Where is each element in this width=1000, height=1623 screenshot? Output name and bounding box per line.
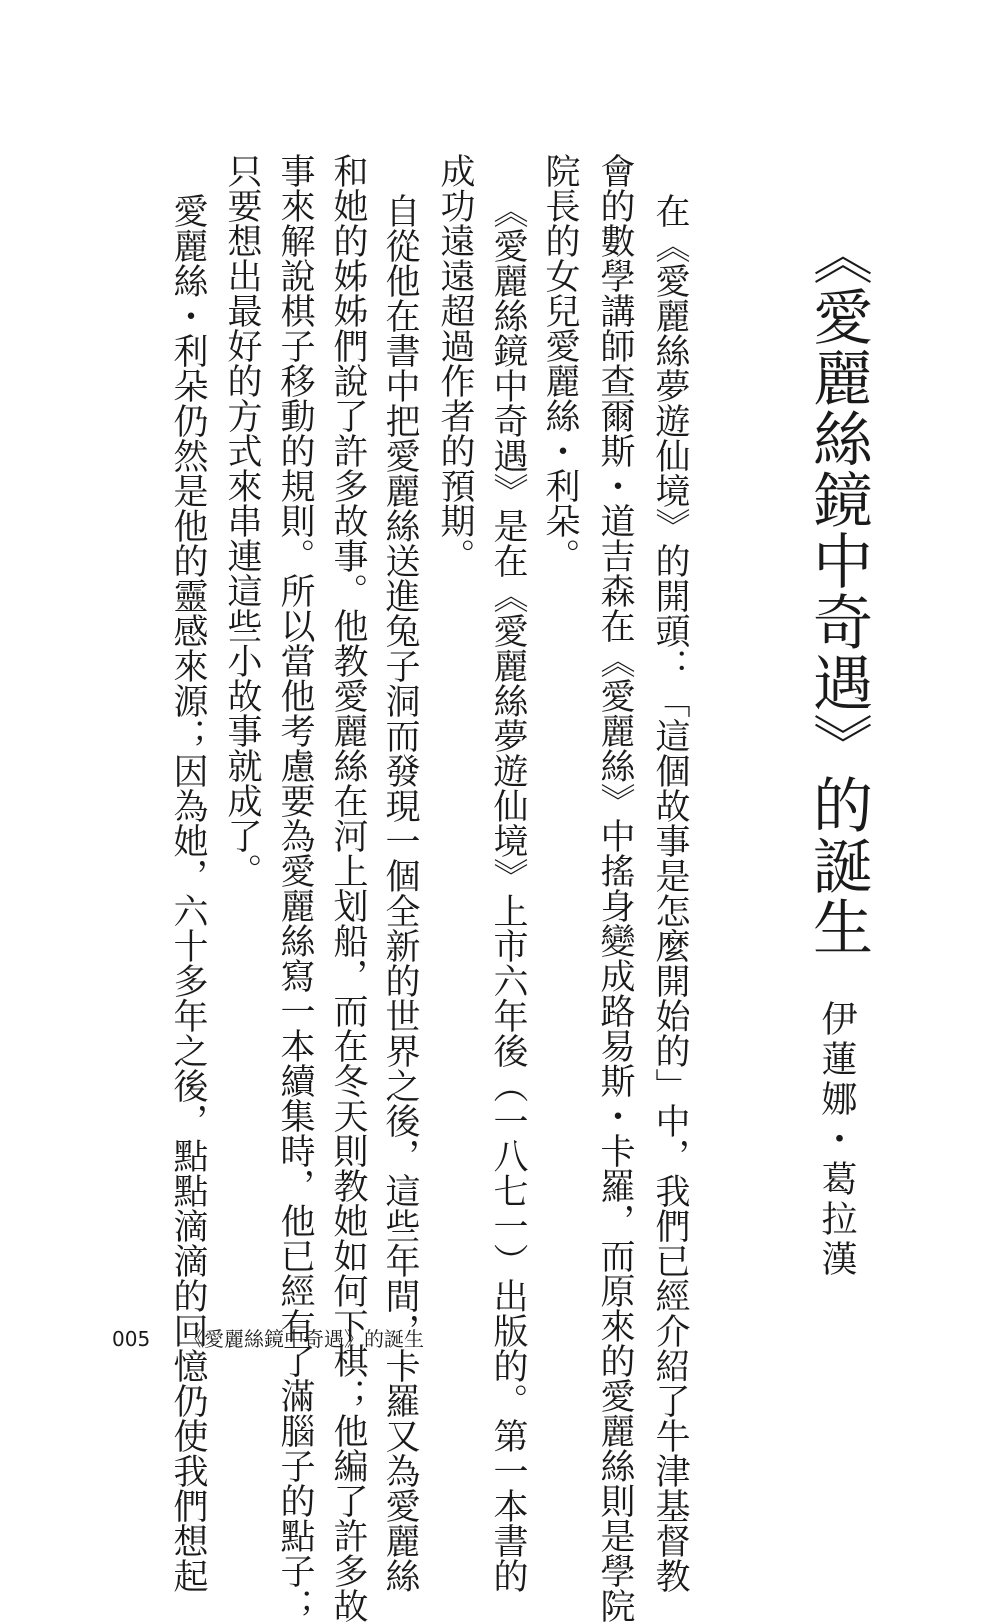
- text-column-8: 事來解說棋子移動的規則。所以當他考慮要為愛麗絲寫一本續集時，他已經有了滿腦子的點子；: [275, 153, 315, 1623]
- text-column-6: 自從他在書中把愛麗絲送進兔子洞而發現一個全新的世界之後，這些年間，卡羅又為愛麗絲: [380, 193, 420, 1593]
- text-column-1: 在《愛麗絲夢遊仙境》的開頭：「這個故事是怎麼開始的」中，我們已經介紹了牛津基督教: [650, 193, 690, 1593]
- text-column-4: 《愛麗絲鏡中奇遇》是在《愛麗絲夢遊仙境》上市六年後（一八七一）出版的。第一本書的: [488, 193, 528, 1593]
- text-column-7: 和她的姊姊們說了許多故事。他教愛麗絲在河上划船，而在冬天則教她如何下棋；他編了許多故: [328, 153, 368, 1623]
- page-number: 005: [112, 1327, 151, 1351]
- text-column-3: 院長的女兒愛麗絲・利朵。: [540, 153, 580, 573]
- chapter-title: 《愛麗絲鏡中奇遇》的誕生: [803, 225, 873, 957]
- author-name: 伊蓮娜・葛拉漢: [816, 1000, 857, 1280]
- text-column-10: 愛麗絲・利朵仍然是他的靈感來源；因為她，六十多年之後，點點滴滴的回憶仍使我們想起: [168, 193, 208, 1593]
- text-column-5: 成功遠遠超過作者的預期。: [435, 153, 475, 573]
- running-title: 《愛麗絲鏡中奇遇》的誕生: [184, 1327, 424, 1351]
- text-column-9: 只要想出最好的方式來串連這些小故事就成了。: [222, 153, 262, 888]
- text-column-2: 會的數學講師查爾斯・道吉森在《愛麗絲》中搖身變成路易斯・卡羅，而原來的愛麗絲則是學院: [595, 153, 635, 1623]
- page-footer: [112, 1326, 424, 1352]
